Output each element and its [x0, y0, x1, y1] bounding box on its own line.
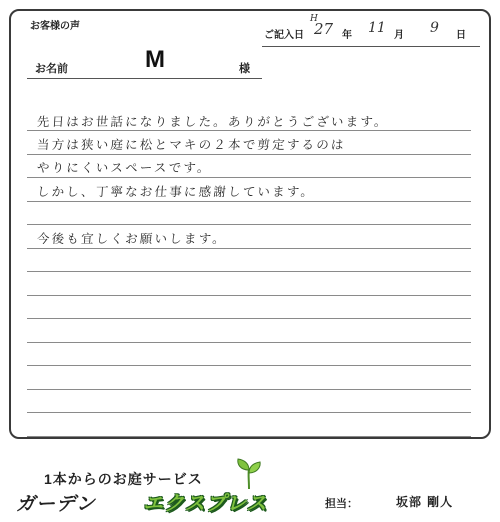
staff-name: 坂部 剛人: [396, 495, 454, 509]
date-day-unit: 日: [456, 30, 466, 41]
sprout-icon: [236, 458, 262, 490]
message-line-2: 当方は狭い庭に松とマキの２本で剪定するのは: [36, 137, 347, 152]
ruled-line: [27, 342, 471, 343]
ruled-line: [27, 201, 471, 202]
ruled-line: [27, 248, 471, 249]
date-month-unit: 月: [394, 30, 404, 41]
date-year: 27: [314, 20, 334, 38]
staff-label: 担当：: [325, 497, 358, 510]
form-title: お客様の声: [30, 21, 80, 32]
ruled-line: [27, 365, 471, 366]
ruled-line: [27, 177, 471, 178]
company-tagline: 1本からのお庭サービス: [44, 471, 203, 487]
message-line-4: しかし、丁寧なお仕事に感謝しています。: [36, 184, 316, 199]
name-field: [27, 46, 262, 79]
date-month: 11: [368, 20, 386, 36]
name-honorific: 様: [239, 62, 250, 75]
ruled-line: [27, 389, 471, 390]
date-era: H: [310, 14, 318, 24]
date-field: [262, 14, 480, 47]
date-label: ご記入日: [264, 30, 304, 41]
brand-logo-accent: エクスプレス: [143, 493, 268, 515]
name-label: お名前: [35, 62, 68, 75]
ruled-lines: [27, 104, 471, 432]
brand-logo-primary: ガーデン: [16, 494, 96, 515]
date-year-unit: 年: [342, 30, 352, 41]
date-day: 9: [430, 20, 439, 36]
ruled-line: [27, 412, 471, 413]
ruled-line: [27, 130, 471, 131]
ruled-line: [27, 271, 471, 272]
message-line-1: 先日はお世話になりました。ありがとうございます。: [36, 114, 390, 129]
message-line-3: やりにくいスペースです。: [36, 160, 213, 175]
ruled-line: [27, 436, 471, 437]
ruled-line: [27, 224, 471, 225]
message-line-6: 今後も宜しくお願いします。: [36, 231, 228, 246]
ruled-line: [27, 295, 471, 296]
ruled-line: [27, 154, 471, 155]
ruled-line: [27, 318, 471, 319]
name-value: M: [145, 46, 165, 73]
